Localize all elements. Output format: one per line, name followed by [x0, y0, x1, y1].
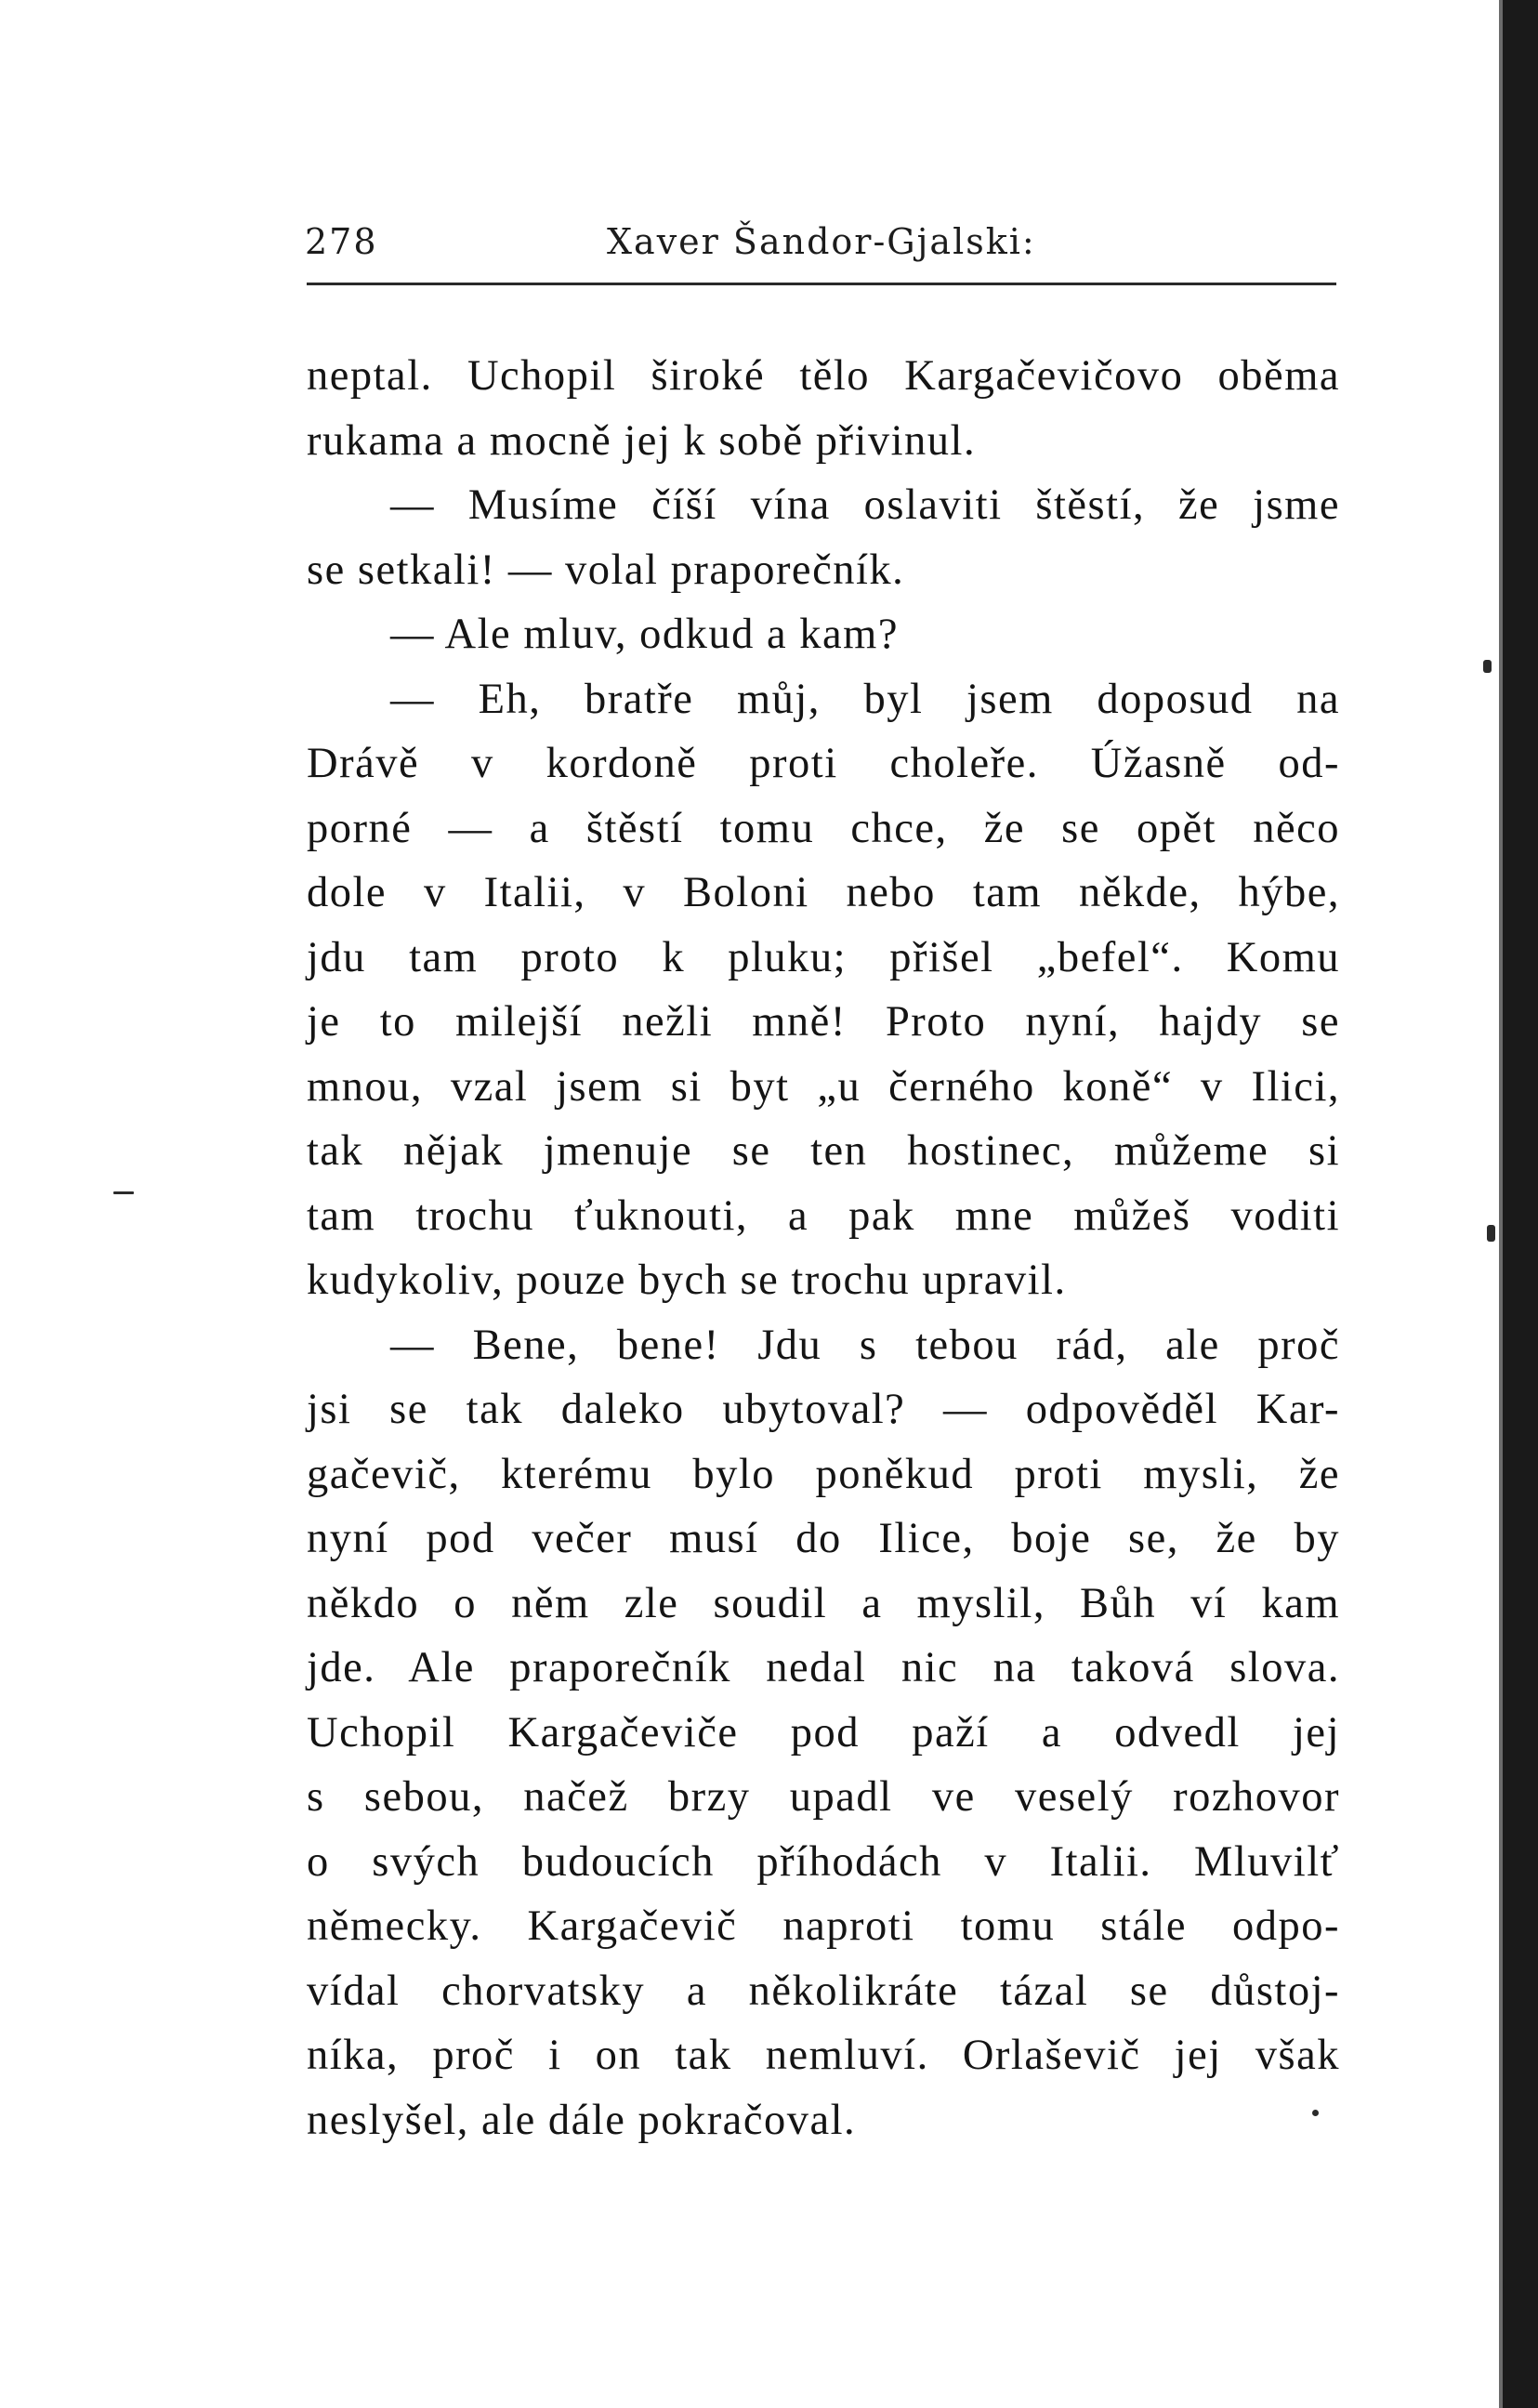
- text-line: mnou, vzal jsem si byt „u černého koně“ v Ilici,: [307, 1062, 1340, 1111]
- text-line: kudykoliv, pouze bych se trochu upravil.: [307, 1257, 1067, 1304]
- text-line: někdo o něm zle soudil a myslil, Bůh ví kam: [307, 1579, 1340, 1627]
- text-line: jde. Ale praporečník nedal nic na taková slova.: [307, 1644, 1340, 1691]
- text-line: Drávě v kordoně proti choleře. Úžasně od-: [307, 740, 1340, 787]
- text-line: jsi se tak daleko ubytoval? — odpověděl Kar-: [307, 1386, 1340, 1433]
- text-line: s sebou, načež brzy upadl ve veselý rozhovor: [307, 1773, 1340, 1821]
- text-line: gačevič, kterému bylo poněkud proti mysli, že: [307, 1450, 1340, 1498]
- text-line: o svých budoucích příhodách v Italii. Mluvilť: [307, 1837, 1340, 1886]
- text-line: německy. Kargačevič naproti tomu stále odpo-: [307, 1902, 1340, 1950]
- text-line: níka, proč i on tak nemluví. Orlaševič jej však: [307, 2032, 1340, 2079]
- scan-speck: [1487, 1225, 1495, 1242]
- text-line: jdu tam proto k pluku; přišel „befel“. Komu: [307, 933, 1340, 981]
- text-line: — Bene, bene! Jdu s tebou rád, ale proč: [390, 1321, 1340, 1369]
- text-line: rukama a mocně jej k sobě přivinul.: [307, 416, 977, 465]
- header-rule: [307, 283, 1336, 285]
- text-line: porné — a štěstí tomu chce, že se opět něco: [307, 804, 1340, 852]
- text-line: neslyšel, ale dále pokračoval.: [307, 2096, 857, 2144]
- running-title: Xaver Šandor-Gjalski:: [607, 221, 1036, 262]
- text-line: vídal chorvatsky a několikráte tázal se důstoj-: [307, 1967, 1340, 2015]
- scan-edge: [1503, 0, 1538, 2408]
- text-line: — Musíme číší vína oslaviti štěstí, že jsme: [390, 481, 1340, 529]
- text-line: Uchopil Kargačeviče pod paží a odvedl jej: [307, 1708, 1340, 1757]
- text-line: tam trochu ťuknouti, a pak mne můžeš voditi: [307, 1191, 1340, 1240]
- text-line: je to milejší nežli mně! Proto nyní, hajdy se: [307, 998, 1340, 1046]
- scan-speck: [1312, 2110, 1319, 2116]
- text-line: dole v Italii, v Boloni nebo tam někde, hýbe,: [307, 869, 1340, 916]
- page-header: [305, 221, 1336, 286]
- scan-speck: [113, 1191, 134, 1194]
- body-text: [307, 344, 1340, 2152]
- scan-speck: [1483, 660, 1492, 673]
- text-line: — Ale mluv, odkud a kam?: [390, 611, 899, 658]
- text-line: se setkali! — volal praporečník.: [307, 546, 905, 594]
- text-line: tak nějak jmenuje se ten hostinec, můžeme si: [307, 1127, 1340, 1175]
- text-line: — Eh, bratře můj, byl jsem doposud na: [390, 675, 1340, 723]
- page-number: 278: [305, 221, 378, 262]
- text-line: neptal. Uchopil široké tělo Kargačevičovo oběma: [307, 352, 1340, 400]
- text-line: nyní pod večer musí do Ilice, boje se, že by: [307, 1515, 1340, 1562]
